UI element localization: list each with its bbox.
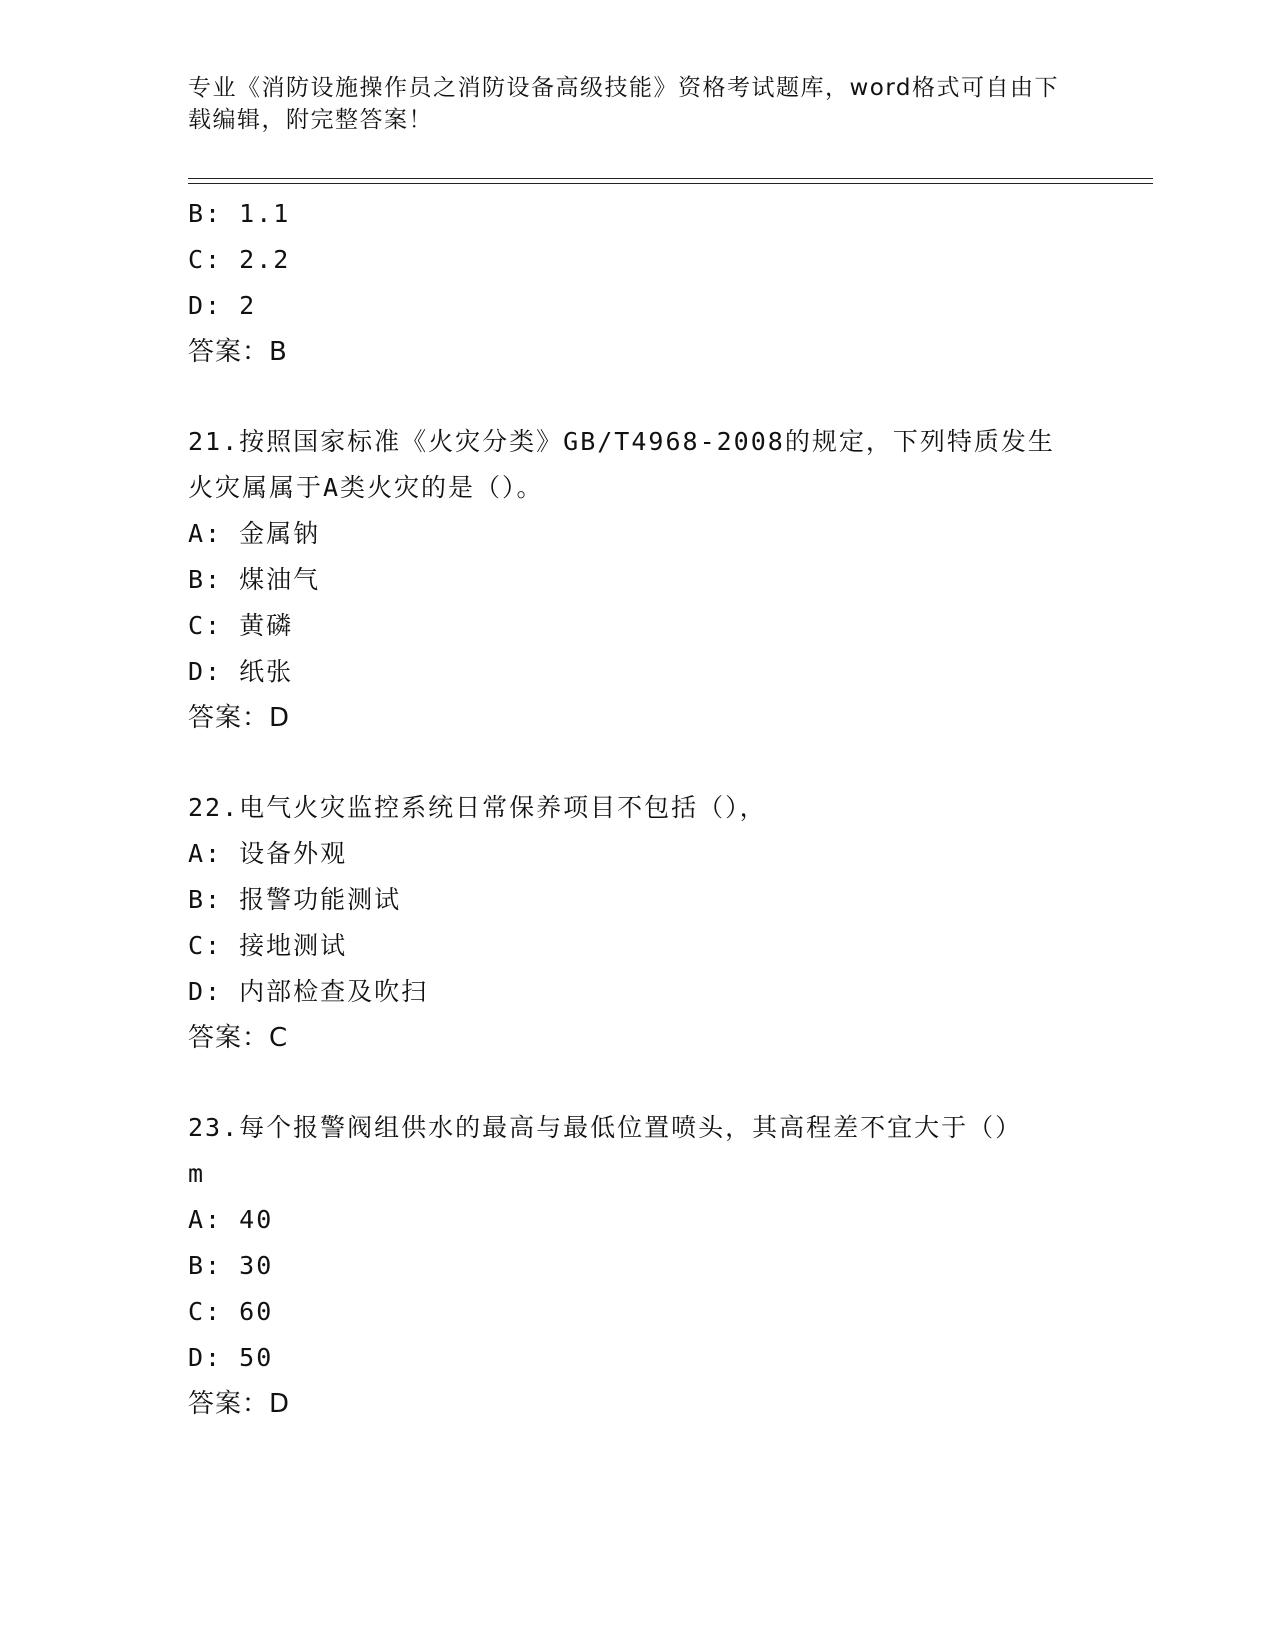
option-d	[188, 283, 1088, 329]
option-label: D:	[188, 291, 223, 320]
option-d	[188, 649, 1088, 695]
option-text: 1.1	[239, 199, 291, 228]
previous-question-options	[188, 191, 1088, 375]
header-divider-top	[188, 178, 1153, 179]
option-text: 2	[239, 291, 257, 320]
option-c	[188, 603, 1088, 649]
question-list	[188, 191, 1088, 1427]
option-text: 2.2	[239, 245, 291, 274]
question-text-line-2: m	[188, 1159, 206, 1188]
option-d	[188, 969, 1088, 1015]
spacer	[188, 1061, 1088, 1105]
option-a	[188, 511, 1088, 557]
option-text: 接地测试	[239, 931, 348, 960]
option-label: A:	[188, 519, 223, 548]
option-label: C:	[188, 931, 223, 960]
option-text: 报警功能测试	[239, 885, 402, 914]
document-header	[188, 72, 1088, 136]
option-b	[188, 557, 1088, 603]
option-b	[188, 877, 1088, 923]
header-line-2: 载编辑，附完整答案！	[188, 107, 433, 133]
option-c	[188, 1289, 1088, 1335]
question-text-line-1: 23.每个报警阀组供水的最高与最低位置喷头，其高程差不宜大于（）	[188, 1113, 1023, 1142]
option-text: 50	[239, 1343, 274, 1372]
option-label: D:	[188, 657, 223, 686]
option-d	[188, 1335, 1088, 1381]
option-c	[188, 237, 1088, 283]
option-label: B:	[188, 885, 223, 914]
spacer	[188, 375, 1088, 419]
option-text: 30	[239, 1251, 274, 1280]
option-label: B:	[188, 199, 223, 228]
option-label: C:	[188, 1297, 223, 1326]
spacer	[188, 741, 1088, 785]
option-text: 纸张	[239, 657, 294, 686]
option-text: 黄磷	[239, 611, 294, 640]
option-c	[188, 923, 1088, 969]
option-text: 金属钠	[239, 519, 321, 548]
option-label: D:	[188, 977, 223, 1006]
header-divider-bottom	[188, 183, 1153, 184]
question-text-line-1: 21.按照国家标准《火灾分类》GB/T4968-2008的规定，下列特质发生	[188, 427, 1055, 456]
option-text: 设备外观	[239, 839, 348, 868]
option-label: C:	[188, 245, 223, 274]
option-text: 40	[239, 1205, 274, 1234]
question-21	[188, 419, 1088, 741]
answer-line: 答案：B	[188, 337, 288, 367]
answer-line: 答案：D	[188, 703, 291, 733]
answer-line: 答案：D	[188, 1389, 291, 1419]
option-label: B:	[188, 1251, 223, 1280]
question-23	[188, 1105, 1088, 1427]
question-text-line-2: 火灾属属于A类火灾的是（）。	[188, 473, 544, 502]
header-line-1: 专业《消防设施操作员之消防设备高级技能》资格考试题库，word格式可自由下	[188, 75, 1060, 101]
option-label: C:	[188, 611, 223, 640]
question-22	[188, 785, 1088, 1061]
answer-line: 答案：C	[188, 1023, 289, 1053]
option-label: D:	[188, 1343, 223, 1372]
option-label: A:	[188, 1205, 223, 1234]
option-b	[188, 1243, 1088, 1289]
option-a	[188, 831, 1088, 877]
option-a	[188, 1197, 1088, 1243]
question-text-line-1: 22.电气火灾监控系统日常保养项目不包括（），	[188, 793, 767, 822]
option-b	[188, 191, 1088, 237]
option-text: 内部检查及吹扫	[239, 977, 429, 1006]
option-text: 60	[239, 1297, 274, 1326]
option-label: B:	[188, 565, 223, 594]
option-text: 煤油气	[239, 565, 321, 594]
option-label: A:	[188, 839, 223, 868]
